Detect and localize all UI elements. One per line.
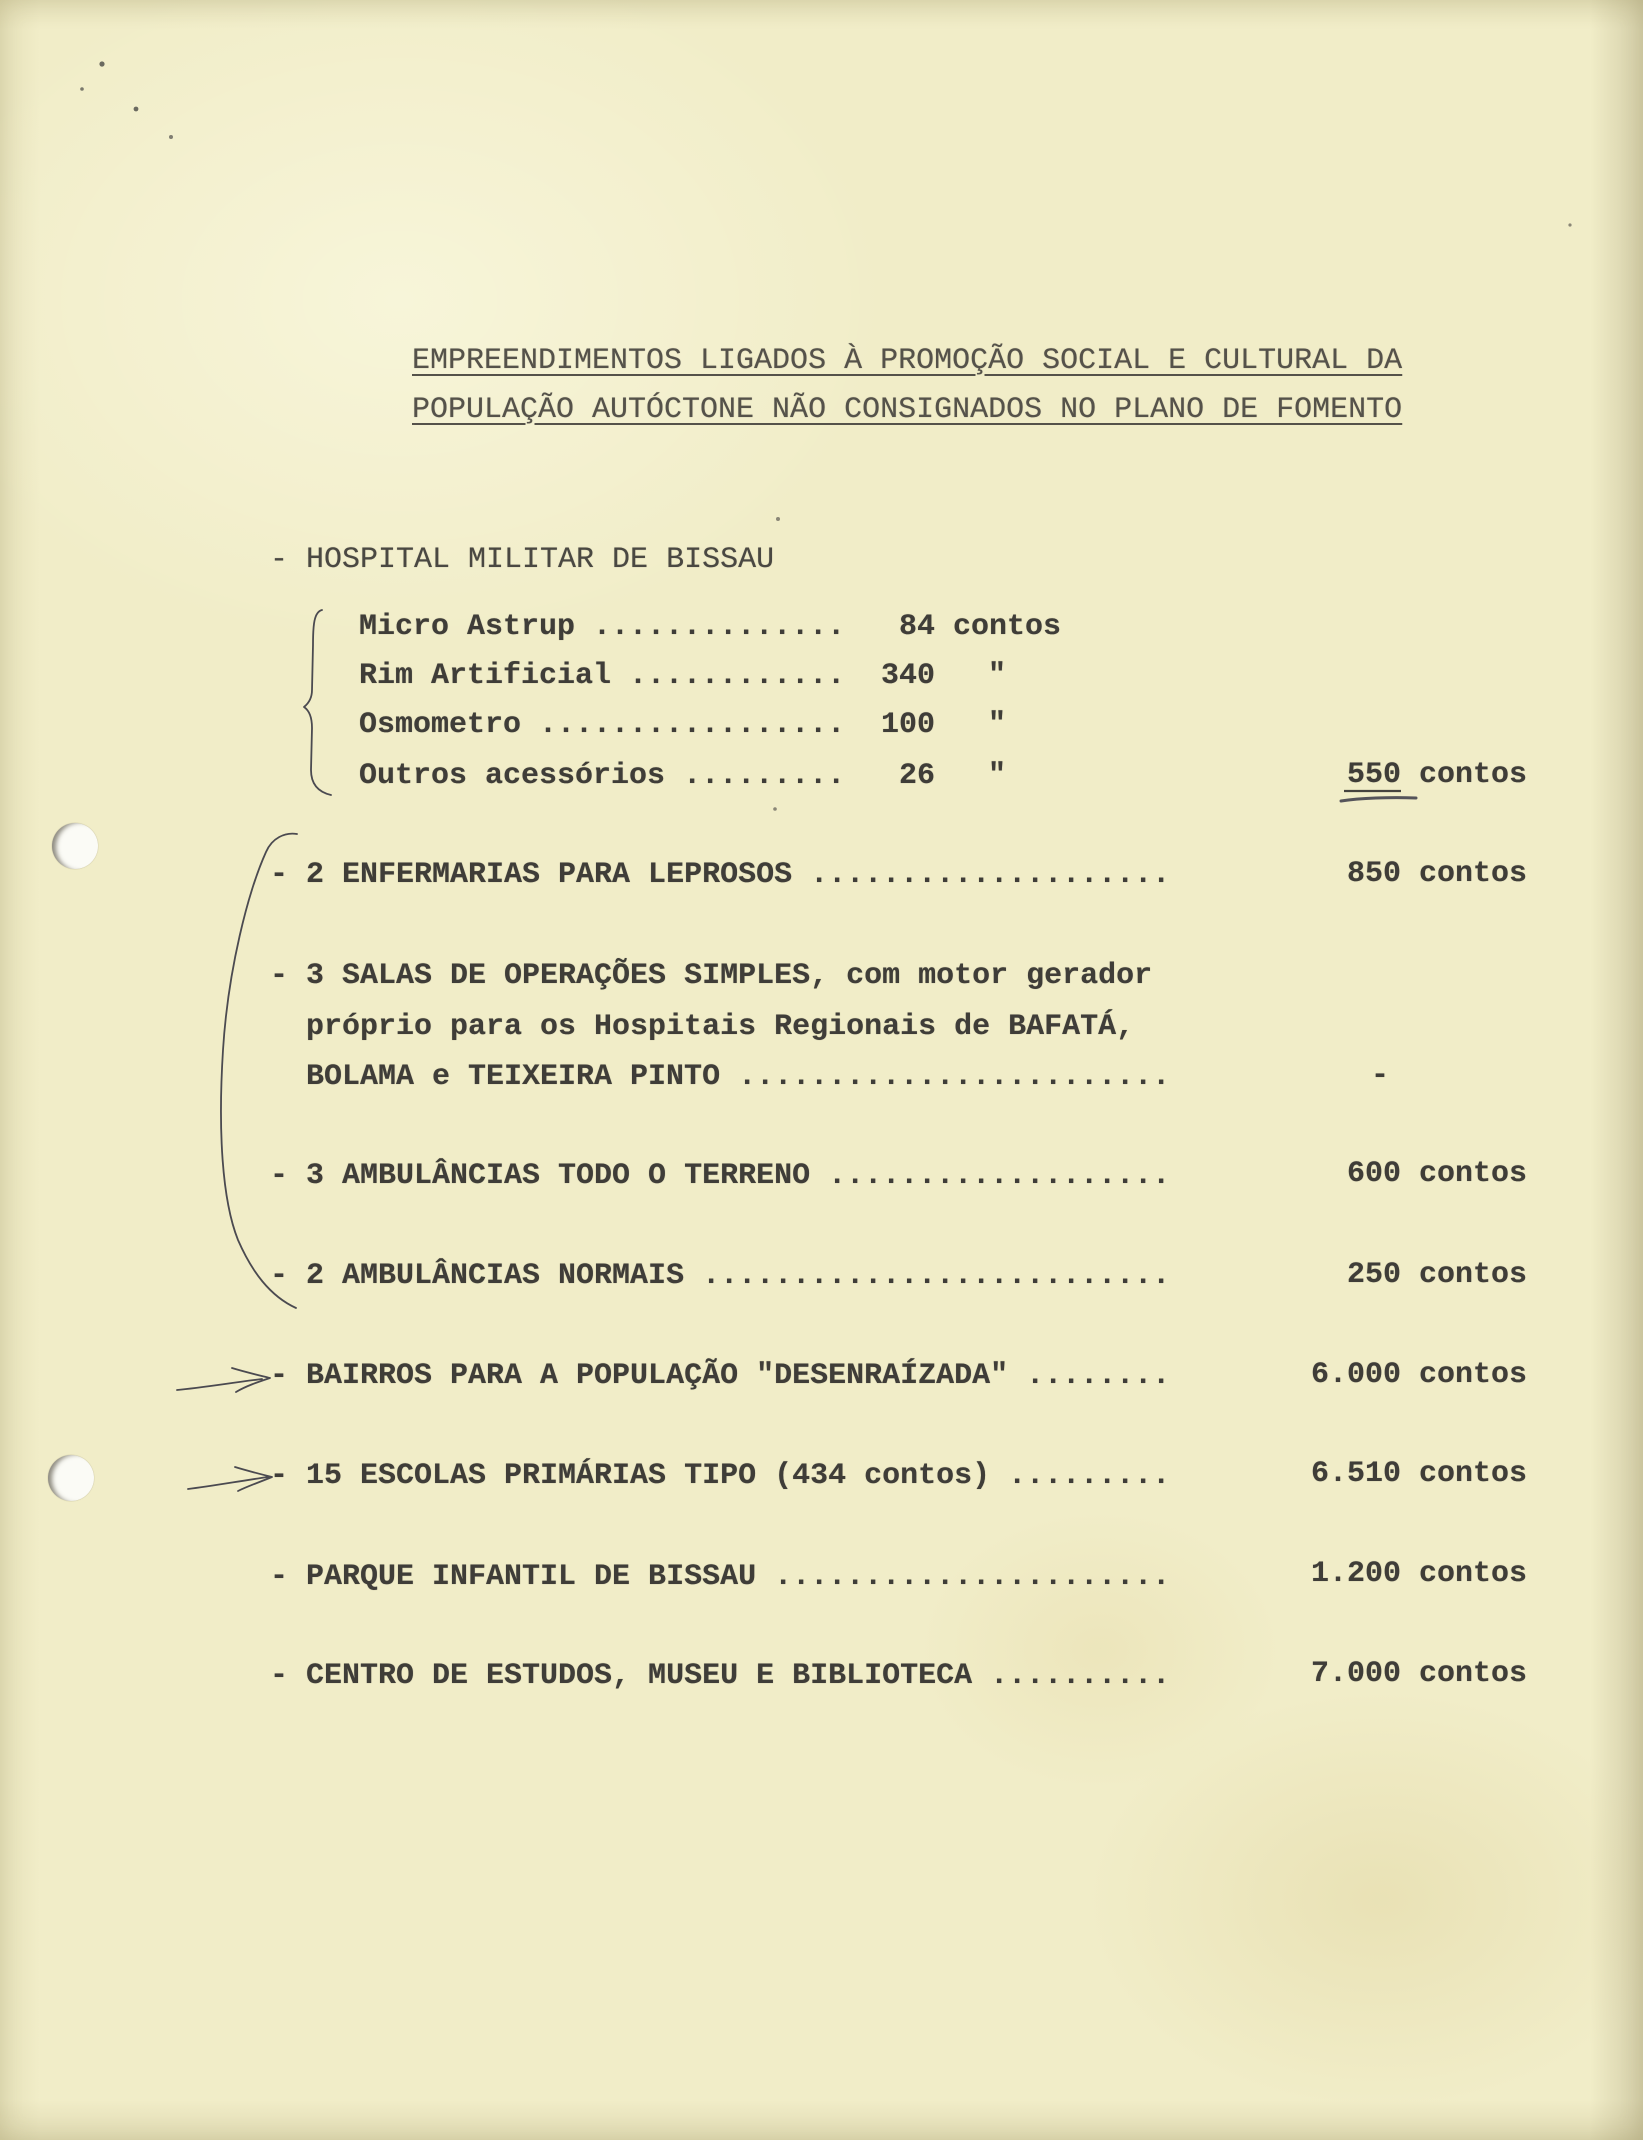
hospital-item-label-row xyxy=(359,707,845,743)
item-label: Osmometro xyxy=(359,708,522,742)
item-amount: 6.000 contos xyxy=(1310,1358,1527,1392)
paper-speck xyxy=(134,107,139,112)
paper-speck xyxy=(99,61,104,66)
dot-leader: .......................... xyxy=(702,1259,1171,1293)
handwritten-arrow-escolas xyxy=(188,1467,272,1491)
handwritten-arrow-bairros xyxy=(177,1368,270,1392)
item-value: 84 xyxy=(898,610,935,644)
title-line-1: EMPREENDIMENTOS LIGADOS À PROMOÇÃO SOCIAL E CULTURAL DA xyxy=(412,344,1403,378)
item-label: Micro Astrup xyxy=(359,610,576,644)
hospital-heading: - HOSPITAL MILITAR DE BISSAU xyxy=(270,543,775,577)
item-label: Outros acessórios xyxy=(359,759,666,793)
item-value: 100 xyxy=(880,708,935,742)
item-amount: 600 contos xyxy=(1346,1157,1527,1191)
ditto-mark: " xyxy=(988,659,1007,693)
item-row-salas-line-1 xyxy=(270,958,1152,994)
item-value: 26 xyxy=(898,759,935,793)
item-row-ambulancias-normais xyxy=(270,1258,1170,1294)
item-text: - 3 AMBULÂNCIAS TODO O TERRENO xyxy=(270,1159,811,1193)
dot-leader: ......... xyxy=(1008,1459,1171,1493)
item-text: - BAIRROS PARA A POPULAÇÃO "DESENRAÍZADA" xyxy=(270,1359,1009,1393)
item-value: 340 xyxy=(880,659,935,693)
dot-leader: .......... xyxy=(990,1659,1171,1693)
medical-items-brace xyxy=(221,834,297,1308)
item-amount: 6.510 contos xyxy=(1310,1457,1527,1491)
item-text: - CENTRO DE ESTUDOS, MUSEU E BIBLIOTECA xyxy=(270,1659,973,1693)
dot-leader: ......... xyxy=(683,759,846,793)
item-row-ambulancias-todo-terreno xyxy=(270,1158,1170,1194)
hospital-item-label-row xyxy=(359,658,845,694)
dot-leader: ................... xyxy=(828,1159,1171,1193)
dot-leader: ........................ xyxy=(738,1060,1171,1094)
item-amount: - xyxy=(1371,1059,1390,1093)
paper-speck xyxy=(1568,223,1571,226)
dot-leader: .............. xyxy=(593,610,846,644)
dot-leader: ............ xyxy=(629,659,846,693)
ditto-mark: " xyxy=(988,759,1007,793)
hospital-item-label-row xyxy=(359,609,845,645)
item-row-parque xyxy=(270,1559,1170,1595)
item-row-salas-line-3 xyxy=(306,1059,1170,1095)
pen-underline-total xyxy=(1341,798,1416,801)
item-row-enfermarias xyxy=(270,857,1170,893)
hospital-item-label-row xyxy=(359,758,845,794)
item-row-centro xyxy=(270,1658,1170,1694)
paper-speck xyxy=(776,517,780,521)
item-label: Rim Artificial xyxy=(359,659,612,693)
item-text: - 3 SALAS DE OPERAÇÕES SIMPLES, com motor gerador xyxy=(270,959,1153,993)
item-text: - 2 ENFERMARIAS PARA LEPROSOS xyxy=(270,858,793,892)
ditto-mark: " xyxy=(988,708,1007,742)
title-line-2: POPULAÇÃO AUTÓCTONE NÃO CONSIGNADOS NO PLANO DE FOMENTO xyxy=(412,393,1403,427)
dot-leader: ........ xyxy=(1026,1359,1171,1393)
paper-speck xyxy=(169,135,173,139)
item-text: próprio para os Hospitais Regionais de BAFATÁ, xyxy=(306,1010,1135,1044)
dot-leader: ...................... xyxy=(774,1560,1171,1594)
punch-hole xyxy=(52,823,98,869)
item-amount: 850 contos xyxy=(1346,857,1527,891)
paper-speck xyxy=(773,807,777,811)
item-row-escolas xyxy=(270,1458,1170,1494)
item-text: - PARQUE INFANTIL DE BISSAU xyxy=(270,1560,757,1594)
item-amount: 7.000 contos xyxy=(1310,1657,1527,1691)
dot-leader: .................... xyxy=(810,858,1171,892)
hospital-total-amount: 550 contos xyxy=(1346,758,1527,792)
item-text: BOLAMA e TEIXEIRA PINTO xyxy=(306,1060,721,1094)
item-unit: contos xyxy=(953,610,1062,644)
paper-speck xyxy=(80,87,84,91)
item-text: - 2 AMBULÂNCIAS NORMAIS xyxy=(270,1259,685,1293)
item-amount: 1.200 contos xyxy=(1310,1557,1527,1591)
item-row-bairros xyxy=(270,1358,1170,1394)
item-amount: 250 contos xyxy=(1346,1258,1527,1292)
item-text: - 15 ESCOLAS PRIMÁRIAS TIPO (434 contos) xyxy=(270,1459,991,1493)
hospital-items-brace xyxy=(304,610,331,795)
punch-hole xyxy=(48,1455,94,1501)
item-row-salas-line-2 xyxy=(306,1009,1134,1045)
dot-leader: ................. xyxy=(539,708,846,742)
